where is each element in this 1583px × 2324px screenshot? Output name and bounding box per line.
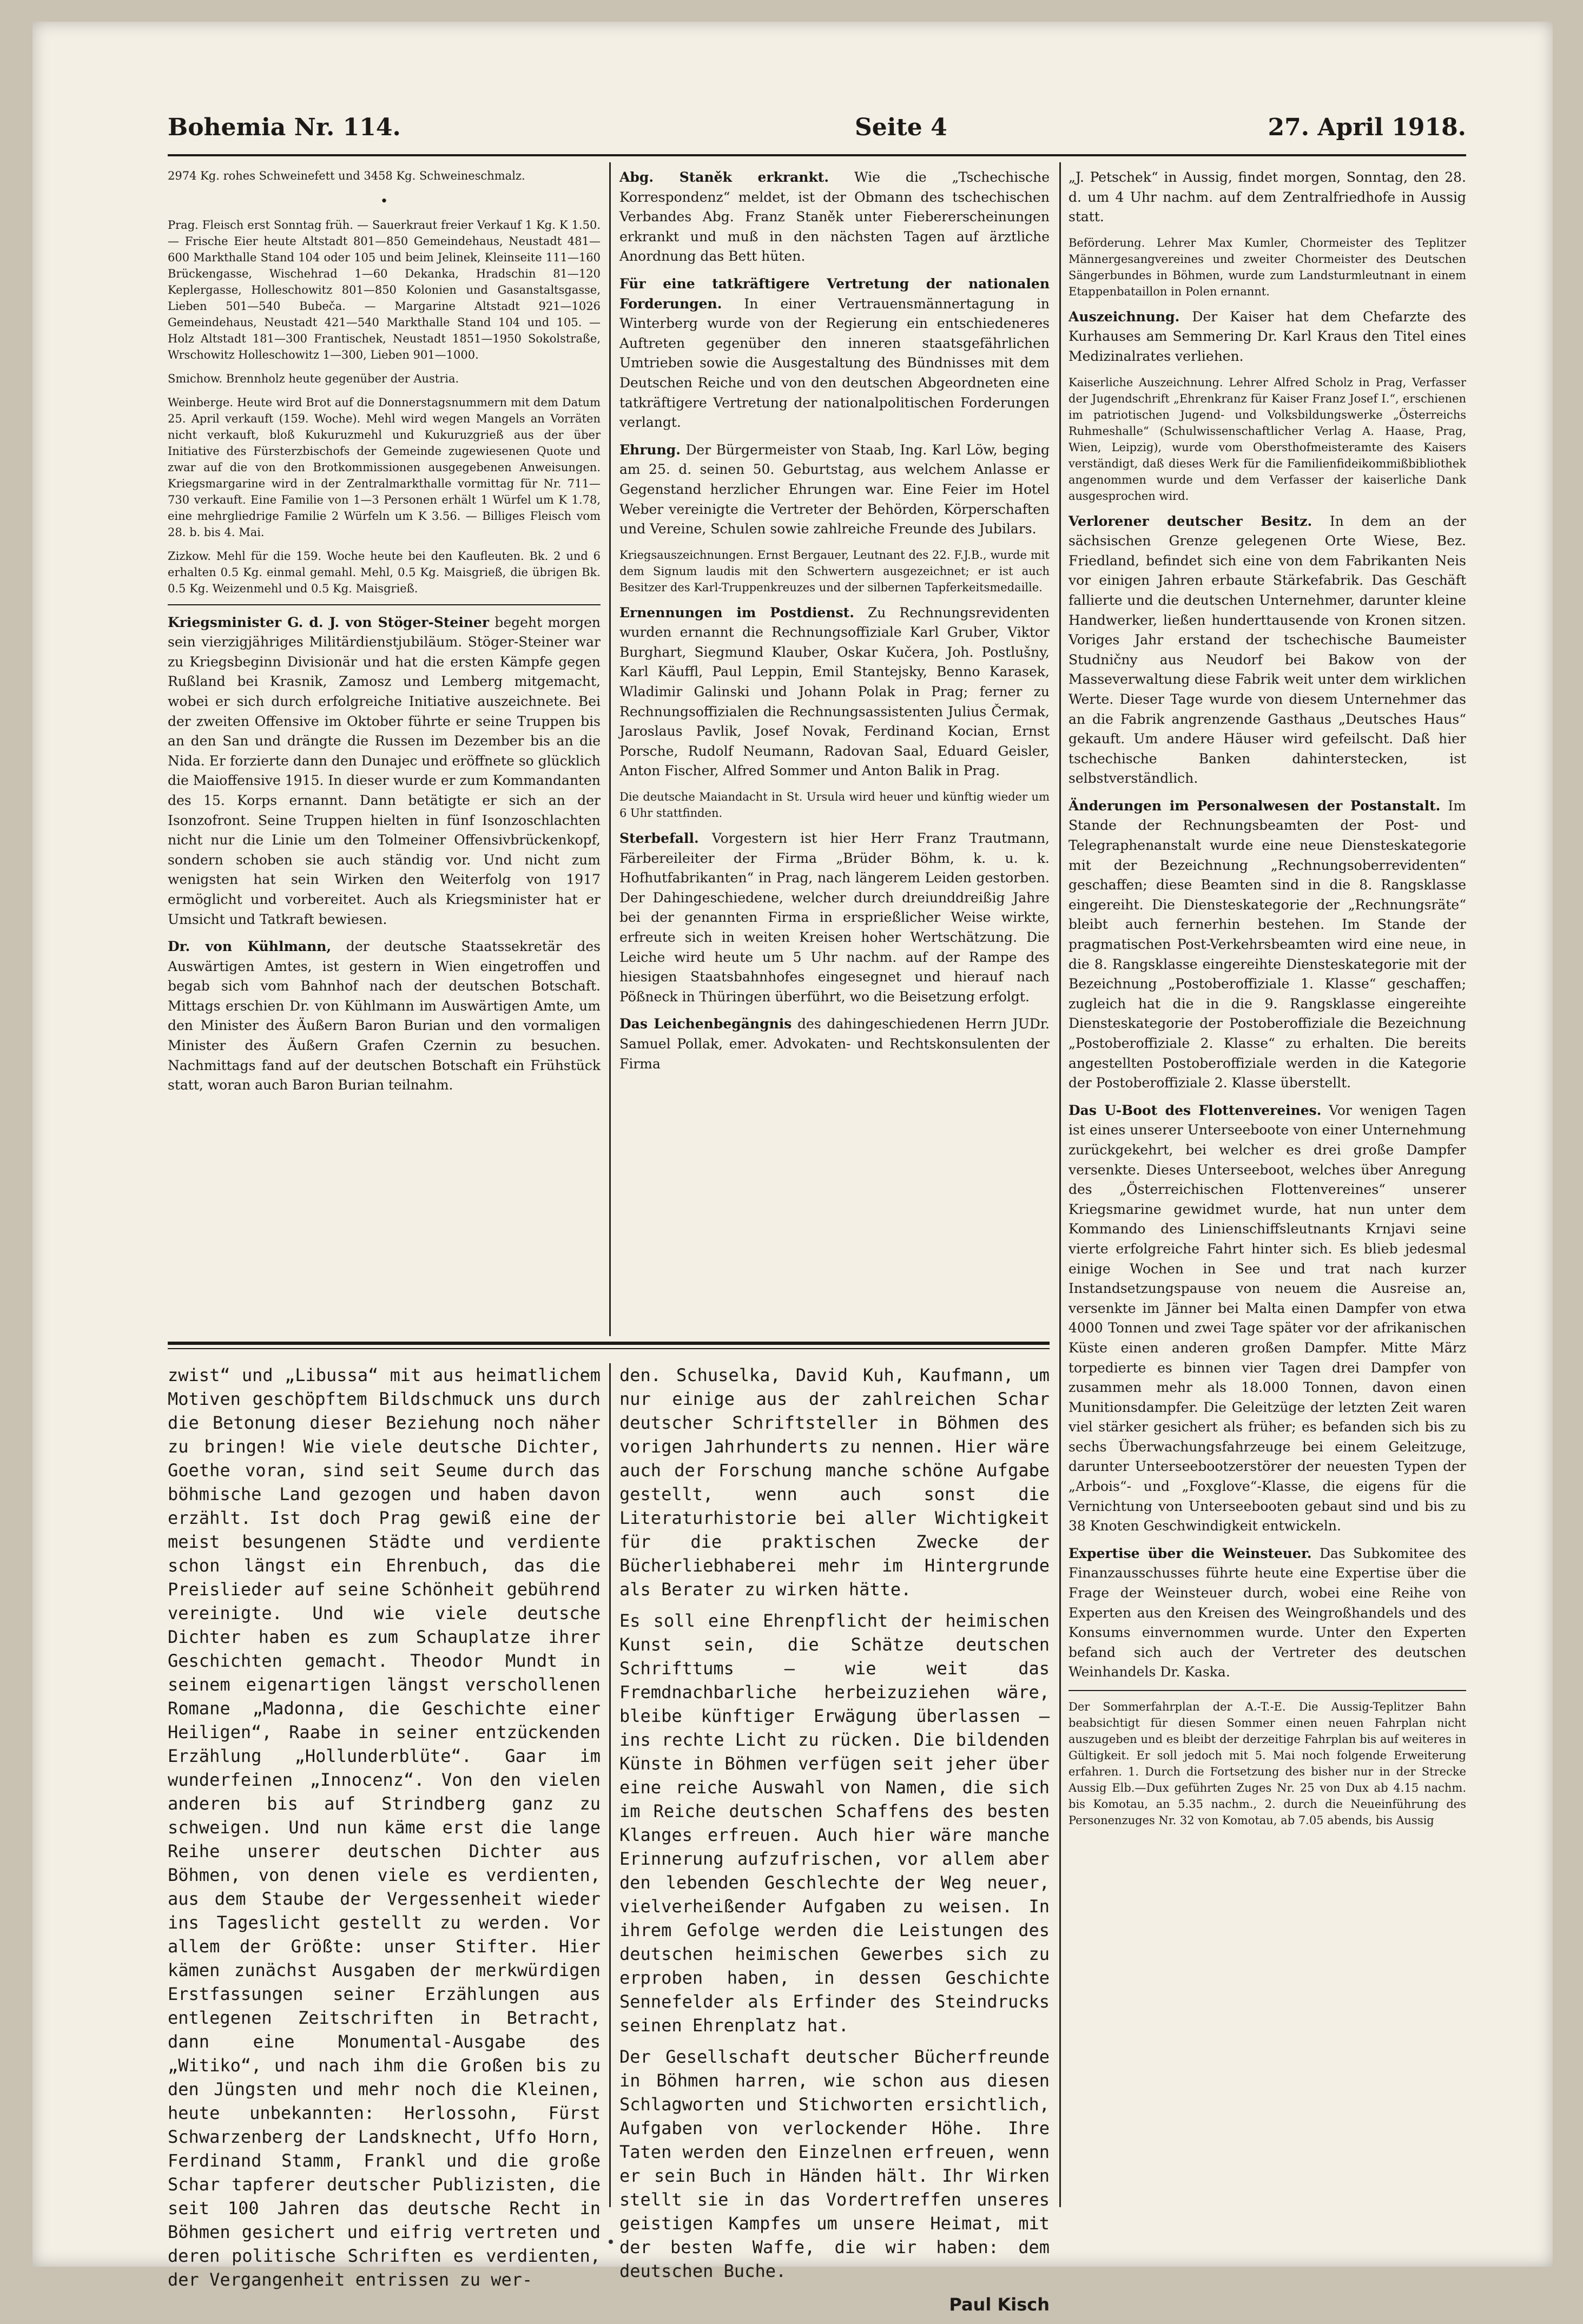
article-kuehlmann [168, 937, 601, 1095]
article-body: Im Stande der Rechnungsbeamten der Post- und Telegraphenanstalt wurde eine neue Diensteskategorie mit der Bezeichnung „Rechnungsoberrevidenten“ geschaffen; diese Beamten sind in die 8. Rangsklasse eingereiht. Die Diensteskategorie der „Rechnungsräte“ bleibt auch fernerhin bestehen. Im Stande der pragmatischen Post-Verkehrsbeamten wird eine neue, in die 8. Rangsklasse eingereihte Diensteskategorie mit der Bezeichnung „Postoberoffiziale 1. Klasse“ geschaffen; zugleich hat die in die 9. Rangsklasse eingereihte Diensteskategorie der Postoberoffiziale die Bezeichnung „Postoberoffiziale 2. Klasse“ zu erhalten. Die bereits angestellten Postoberoffiziale werden in die Kategorie der Postoberoffiziale 2. Klasse überstellt. [1068, 797, 1466, 1091]
article-zizkow: Zizkow. Mehl für die 159. Woche heute bei den Kaufleuten. Bk. 2 und 6 erhalten 0.5 Kg. einmal gemahl. Mehl, 0.5 Kg. Maisgrieß, die übrigen Bk. 0.5 Kg. Weizenmehl und 0.5 Kg. Maisgrieß. [168, 549, 601, 595]
column-rule-1 [609, 162, 611, 1336]
article-smichow: Smichow. Brennholz heute gegenüber der Austria. [168, 372, 459, 385]
article-death [619, 829, 1050, 1007]
article-summer-timetable: Der Sommerfahrplan der A.-T.-E. Die Aussig-Teplitzer Bahn beabsichtigt für diesen Sommer einen neuen Fahrplan nicht auszugeben und es bleibt der derzeitige Fahrplan bis auf weiteres in Gültigkeit. Er soll jedoch mit 5. Mai noch folgende Erweiterung erfahren. 1. Durch die Fortsetzung des bisher nur in der Strecke Aussig Elb.—Dux geführten Zuges Nr. 25 von Dux ab 4.15 nachm. bis Komotau, an 5.35 nachm., 2. durch die Neueinführung des Personenzuges Nr. 32 von Komotau, ab 7.05 abends, bis Aussig [1068, 1700, 1466, 1827]
article-maiandacht: Die deutsche Maiandacht in St. Ursula wird heuer und künftig wieder um 6 Uhr stattfinden. [619, 790, 1050, 820]
article-divider [168, 604, 601, 605]
article-divider [1068, 1690, 1466, 1691]
header-date: 27. April 1918. [1268, 114, 1466, 141]
article-heading: Expertise über die Weinsteuer. [1068, 1545, 1312, 1561]
article-stanek [619, 168, 1050, 267]
article-postal-appointments [619, 603, 1050, 781]
article-heading: Änderungen im Personalwesen der Postanstalt. [1068, 797, 1441, 814]
article-body: des dahingeschiedenen Herrn JUDr. Samuel Pollak, emer. Advokaten- und Rechtskonsulenten der Firma [619, 1016, 1050, 1072]
article-body: In einer Vertrauensmännertagung in Winterberg wurde von der Regierung ein entschiedeneres Auftreten gegenüber den inneren staatsgefährlichen Umtrieben sowie die Ausgestaltung des Bündnisses mit dem Deutschen Reiche und von den deutschen Abgeordneten eine tatkräftigere Vertretung der nationalpolitischen Forderungen verlangt. [619, 295, 1050, 431]
article-text: 2974 Kg. rohes Schweinefett und 3458 Kg. Schweineschmalz. [168, 169, 525, 182]
column-rule-2 [1059, 162, 1061, 2207]
newspaper-page [32, 22, 1553, 2315]
article-body: der deutsche Staatssekretär des Auswärtigen Amtes, ist gestern in Wien eingetroffen und begab sich vom Bahnhof nach der deutschen Botschaft. Mittags erschien Dr. von Kühlmann im Auswärtigen Amte, um den Minister des Äußern Baron Burian und den vormaligen Minister des Äußern Grafen Czernin zu besuchen. Nachmittags fand auf der deutschen Botschaft ein Frühstück statt, woran auch Baron Burian teilnahm. [168, 939, 601, 1093]
article-wine-tax [1068, 1544, 1466, 1682]
column-1 [168, 168, 601, 1103]
article-heading: Das U-Boot des Flottenvereines. [1068, 1102, 1322, 1118]
article-heading: Sterbefall. [619, 830, 699, 847]
article-heading: Auszeichnung. [1068, 308, 1180, 325]
article-war-decorations: Kriegsauszeichnungen. Ernst Bergauer, Leutnant des 22. F.J.B., wurde mit dem Signum laudis mit den Schwertern ausgezeichnet; er ist auch Besitzer des Karl-Truppenkreuzes und der silbernen Tapferkeitsmedaille. [619, 548, 1050, 594]
article-heading: Für eine tatkräftigere Vertretung der nationalen Forderungen. [619, 275, 1050, 312]
column-2 [619, 168, 1050, 1081]
article-body: begeht morgen sein vierzigjähriges Militärdienstjubiläum. Stöger-Steiner war zu Kriegsbeginn Divisionär und hat die ersten Kämpfe gegen Rußland bei Krasnik, Zamosz und Lemberg mitgemacht, wobei er sich durch erfolgreiche Initiative auszeichnete. Bei der zweiten Offensive im Oktober führte er seine Truppen bis an den San und drängte die Russen im Dezember bis an die Nida. Er forzierte dann den Dunajec und eröffnete so glücklich die Maioffensive 1915. In dieser wurde er zum Kommandanten des 15. Korps ernannt. Dann betätigte er sich an der Isonzofront. Seine Truppen hielten in fünf Isonzoschlachten nicht nur die Linie um den Tolmeiner Offensivbrückenkopf, sondern schoben sie auch ständig vor. Und nicht zum wenigsten hat sein Wirken den Weiterfolg von 1917 ermöglicht und vorbereitet. Auch als Kriegsminister hat er Umsicht und Tatkraft bewiesen. [168, 614, 601, 927]
article-lost-property [1068, 512, 1466, 789]
page-mark [609, 2240, 613, 2244]
article-body: Das Subkomitee des Finanzausschusses führte heute eine Expertise über die Frage der Weinsteuer durch, wobei eine Reihe von Experten aus den Kreisen des Weingroßhandels und des Konsums einvernommen wurde. Unter den Experten befand sich auch der Vertreter des deutschen Weinhandels Dr. Kaska. [1068, 1545, 1467, 1680]
header-rule [168, 154, 1466, 156]
column-rule-3 [609, 1363, 611, 2207]
page-header [168, 103, 1466, 151]
column-3 [1068, 168, 1466, 1836]
article-ehrung [619, 440, 1050, 539]
article-body: Vorgestern ist hier Herr Franz Trautmann, Färbereileiter der Firma „Brüder Böhm, k. u. k. Hofhutfabrikanten“ in Prag, nach längerem Leiden gestorben. Der Dahingeschiedene, welcher durch dreiunddreißig Jahre bei der genannten Firma in ersprießlicher Weise wirkte, erfreute sich in weiten Kreisen hoher Wertschätzung. Die Leiche wird heute um 5 Uhr nachm. auf der Rampe des hiesigen Staatsbahnhofes eingesegnet und hierauf nach Pößneck in Thüringen überführt, wo die Beisetzung erfolgt. [619, 830, 1050, 1005]
feuilleton-text: zwist“ und „Libussa“ mit aus heimatlichem Motiven geschöpftem Bildschmuck uns durch die Betonung dieser Beziehung noch näher zu bringen! Wie viele deutsche Dichter, Goethe voran, sind seit Seume durch das böhmische Land gezogen und haben davon erzählt. Ist doch Prag gewiß eine der meist besungenen Städte und verdiente schon längst ein Ehrenbuch, das die Preislieder auf seine Schönheit gebührend vereinigte. Und wie viele deutsche Dichter haben es zum Schauplatze ihrer Geschichten gemacht. Theodor Mundt in seinem eigenartigen längst verschollenen Romane „Madonna, die Geschichte einer Heiligen“, Raabe in seiner entzückenden Erzählung „Hollunderblüte“. Gaar im wunderfeinen „Innocenz“. Von den vielen anderen bis auf Strindberg ganz zu schweigen. Und nun käme erst die lange Reihe unserer deutschen Dichter aus Böhmen, von denen viele es verdienten, aus dem Staube der Vergessenheit wieder ins Tageslicht gestellt zu werden. Vor allem der Größte: unser Stifter. Hier kämen zunächst Ausgaben der merkwürdigen Erstfassungen seiner Erzählungen aus entlegenen Zeitschriften in Betracht, dann eine Monumental-Ausgabe des „Witiko“, und nach ihm die Großen bis zu den Jüngsten und mehr noch die Kleinen, heute unbekannten: Herlossohn, Fürst Schwarzenberg der Landsknecht, Uffo Horn, Ferdinand Stamm, Frankl und die große Schar tapferer deutscher Publizisten, die seit 100 Jahren das deutsche Recht in Böhmen gesichert und eifrig vertreten und deren politische Schriften es verdienten, der Vergangenheit entrissen zu wer- [168, 1365, 601, 2290]
article-weinberge: Weinberge. Heute wird Brot auf die Donnerstagsnummern mit dem Datum 25. April verkauft (159. Woche). Mehl wird wegen Mangels an Vorräten nicht verkauft, bloß Kukuruzmehl und Kukuruzgrieß aus der über Initiative des Fürsterzbischofs der Gemeinde zugewiesenen Quote und zwar auf die von den Brotkommissionen ausgegebenen Anweisungen. Kriegsmargarine wird in der Zentralmarkthalle vormittag für Nr. 711—730 verkauft. Eine Familie von 1—3 Personen erhält 1 Würfel um K 1.78, eine mehrgliedrige Familie 2 Würfeln um K 3.56. — Billiges Fleisch vom 28. b. bis 4. Mai. [168, 395, 601, 539]
article-promotion: Beförderung. Lehrer Max Kumler, Chormeister des Teplitzer Männergesangvereines und zweiter Chormeister des Deutschen Sängerbundes in Böhmen, wurde zum Landsturmleutnant in einem Etappenbataillon in Polen ernannt. [1068, 236, 1466, 298]
feuilleton-divider [168, 1342, 1050, 1345]
article-body: Vor wenigen Tagen ist eines unserer Unterseeboote von einer Unternehmung zurückgekehrt, bei welcher es drei große Dampfer versenkte. Dieses Unterseeboot, welches über Anregung des „Österreichischen Flottenvereines“ unserer Kriegsmarine gewidmet wurde, hat nun unter dem Kommando des Linienschiffsleutnants Krnjavi seine vierte erfolgreiche Fahrt hinter sich. Es blieb jedesmal einige Wochen in See und trat nach kurzer Instandsetzungspause von neuem die Ausreise an, versenkte im Jänner bei Malta einen Dampfer von etwa 4000 Tonnen und zwei Tage später vor der afrikanischen Küste einen anderen großen Dampfer. Mitte März torpedierte es binnen vier Tagen drei Dampfer von zusammen mehr als 18.000 Tonnen, davon einen Munitionsdampfer. Die Geleitzüge der letzten Zeit waren viel stärker gesichert als früher; es befanden sich bis zu sechs Überwachungsfahrzeuge bei einem Geleitzuge, darunter Unterseebootzerstörer der neuesten Typen der „Arbois“- und „Foxglove“-Klasse, die eigens für die Vernichtung von Unterseebooten gebaut sind und bis zu 38 Knoten Geschwindigkeit entwickeln. [1068, 1102, 1466, 1534]
article-body: In dem an der sächsischen Grenze gelegenen Orte Wiese, Bez. Friedland, befindet sich eine von dem Fabrikanten Neis vor einigen Jahren erbaute Stärkefabrik. Das Geschäft fallierte und die deutschen Unternehmer, darunter kleine Handwerker, ließen hunderttausende von Kronen sitzen. Voriges Jahr erstand der tschechische Baumeister Studničny aus Neudorf bei Bakow von der Masseverwaltung diese Fabrik weit unter dem wirklichen Werte. Dieser Tage wurde von diesem Unternehmer das an die Fabrik angrenzende Gasthaus „Deutsches Haus“ gekauft. Um andere Häuser wird gefeilscht. Daß hier tschechische Banken dahinterstecken, ist selbstverständlich. [1068, 513, 1466, 787]
article-award [1068, 307, 1466, 367]
article-body: Der Bürgermeister von Staab, Ing. Karl Löw, beging am 25. d. seinen 50. Geburtstag, aus welchem Anlasse er Gegenstand herzlicher Ehrungen war. Eine Feier im Hotel Weber vereinigte die Vertreter der Behörden, Körperschaften und Vereine, Schulen sowie zahlreiche Freunde des Jubilars. [619, 441, 1050, 537]
article-funeral [619, 1014, 1050, 1074]
feuilleton-column-2 [619, 1363, 1050, 2324]
header-paper-issue: Bohemia Nr. 114. [168, 114, 401, 141]
feuilleton-text: Es soll eine Ehrenpflicht der heimischen Kunst sein, die Schätze deutschen Schrifttums — wie weit das Fremdnachbarliche herbeizuziehen wäre, bleibe künftiger Erwägung überlassen — ins rechte Licht zu rücken. Die bildenden Künste in Böhmen verfügen seit jeher über eine reiche Auswahl von Namen, die sich im Reiche deutschen Schaffens des besten Klanges erfreuen. Auch hier wäre manche Erinnerung aufzufrischen, vor allem aber den lebenden Geschlechte der Weg neuer, vielverheißender Aufgaben zu weisen. In ihrem Gefolge werden die Leistungen des deutschen heimischen Gewerbes sich zu erproben haben, in dessen Geschichte Sennefelder als Erfinder des Steindrucks seinen Ehrenplatz hat. [619, 1610, 1050, 2036]
article-heading: Kriegsminister G. d. J. von Stöger-Steiner [168, 614, 490, 630]
article-body: Zu Rechnungsrevidenten wurden ernannt die Rechnungsoffiziale Karl Gruber, Viktor Burghart, Siegmund Klauber, Oskar Kučera, Joh. Postlušny, Karl Käuffl, Paul Leppin, Emil Stantejsky, Benno Karasek, Wladimir Galinski und Johann Polak in Prag; ferner zu Rechnungsoffizialen die Rechnungsassistenten Julius Čermak, Jaroslaus Pavlik, Josef Novak, Ferdinand Kocian, Ernst Porsche, Rudolf Neumann, Radovan Saal, Eduard Geisler, Anton Fischer, Alfred Sommer und Anton Balik in Prag. [619, 604, 1050, 779]
article-imperial-award: Kaiserliche Auszeichnung. Lehrer Alfred Scholz in Prag, Verfasser der Jugendschrift „Ehrenkranz für Kaiser Franz Josef I.“, erschienen im patriotischen Jugend- und Volksbildungswerke „Österreichs Ruhmeshalle“ (Schulwissenschaftlicher Verlag A. Haase, Prag, Wien, Leipzig), wurde vom Obersthofmeisteramte des Kaisers verständigt, daß dieses Werk für die Familienfideikommißbibliothek angenommen wurde und dem Verfasser der kaiserliche Dank ausgesprochen wird. [1068, 375, 1466, 503]
article-heading: Ehrung. [619, 441, 681, 458]
article-stoeger-steiner [168, 613, 601, 930]
article-heading: Das Leichenbegängnis [619, 1016, 792, 1032]
article-body: Wie die „Tschechische Korrespondenz“ meldet, ist der Obmann des tschechischen Verbandes Abg. Franz Staněk unter Fiebererscheinungen erkrankt und muß in den nächsten Tagen auf ärztliche Anordnung das Bett hüten. [619, 169, 1050, 265]
article-national-demands [619, 274, 1050, 433]
article-prag-supply: Prag. Fleisch erst Sonntag früh. — Sauerkraut freier Verkauf 1 Kg. K 1.50. — Frische Eier heute Altstadt 801—850 Gemeindehaus, Neustadt 481—600 Markthalle Stand 104 oder 105 und beim Jelinek, Kleinseite 111—160 Brückengasse, Wischehrad 1—60 Dekanka, Hradschin 81—120 Keplergasse, Holleschowitz 801—850 Kolonien und Gasanstaltsgasse, Lieben 501—540 Bubeča. — Margarine Altstadt 921—1026 Gemeindehaus, Neustadt 421—540 Markthalle Stand 104 und 105. — Holz Altstadt 181—300 Frantischek, Neustadt 1851—1950 Sokolstraße, Wrschowitz Holleschowitz 1—300, Lieben 901—1000. [168, 218, 601, 361]
feuilleton-divider-thin [168, 1348, 1050, 1349]
feuilleton-text: Der Gesellschaft deutscher Bücherfreunde in Böhmen harren, wie schon aus diesen Schlagworten und Stichworten ersichtlich, Aufgaben von verlockender Höhe. Ihre Taten werden den Einzelnen erfreuen, wenn er sein Buch in Händen hält. Ihr Wirken stellt sie in das Vordertreffen unseres geistigen Kampfes um unsere Heimat, mit der besten Waffe, die wir haben: dem deutschen Buche. [619, 2046, 1050, 2281]
article-heading: Abg. Staněk erkrankt. [619, 169, 829, 185]
separator-dot: • [380, 193, 388, 209]
article-heading: Verlorener deutscher Besitz. [1068, 513, 1312, 529]
article-funeral-cont: „J. Petschek“ in Aussig, findet morgen, Sonntag, den 28. d. um 4 Uhr nachm. auf dem Zentralfriedhofe in Aussig statt. [1068, 169, 1466, 225]
article-postal-personnel [1068, 796, 1466, 1093]
article-body: Der Kaiser hat dem Chefarzte des Kurhauses am Semmering Dr. Karl Kraus den Titel eines Medizinalrates verliehen. [1068, 308, 1466, 364]
article-heading: Dr. von Kühlmann, [168, 939, 332, 955]
article-u-boat [1068, 1101, 1466, 1536]
feuilleton-column-1 [168, 1363, 601, 2299]
feuilleton-signature: Paul Kisch [949, 2294, 1050, 2315]
article-heading: Ernennungen im Postdienst. [619, 604, 854, 620]
header-page-number: Seite 4 [855, 114, 947, 141]
feuilleton-text: den. Schuselka, David Kuh, Kaufmann, um nur einige aus der zahlreichen Schar deutscher Schriftsteller in Böhmen des vorigen Jahrhunderts zu nennen. Hier wäre auch der Forschung manche schöne Aufgabe gestellt, wenn auch sonst die Literaturhistorie bei aller Wichtigkeit für die praktischen Zwecke der Bücherliebhaberei mehr im Hintergrunde als Berater zu wirken hätte. [619, 1365, 1050, 1600]
